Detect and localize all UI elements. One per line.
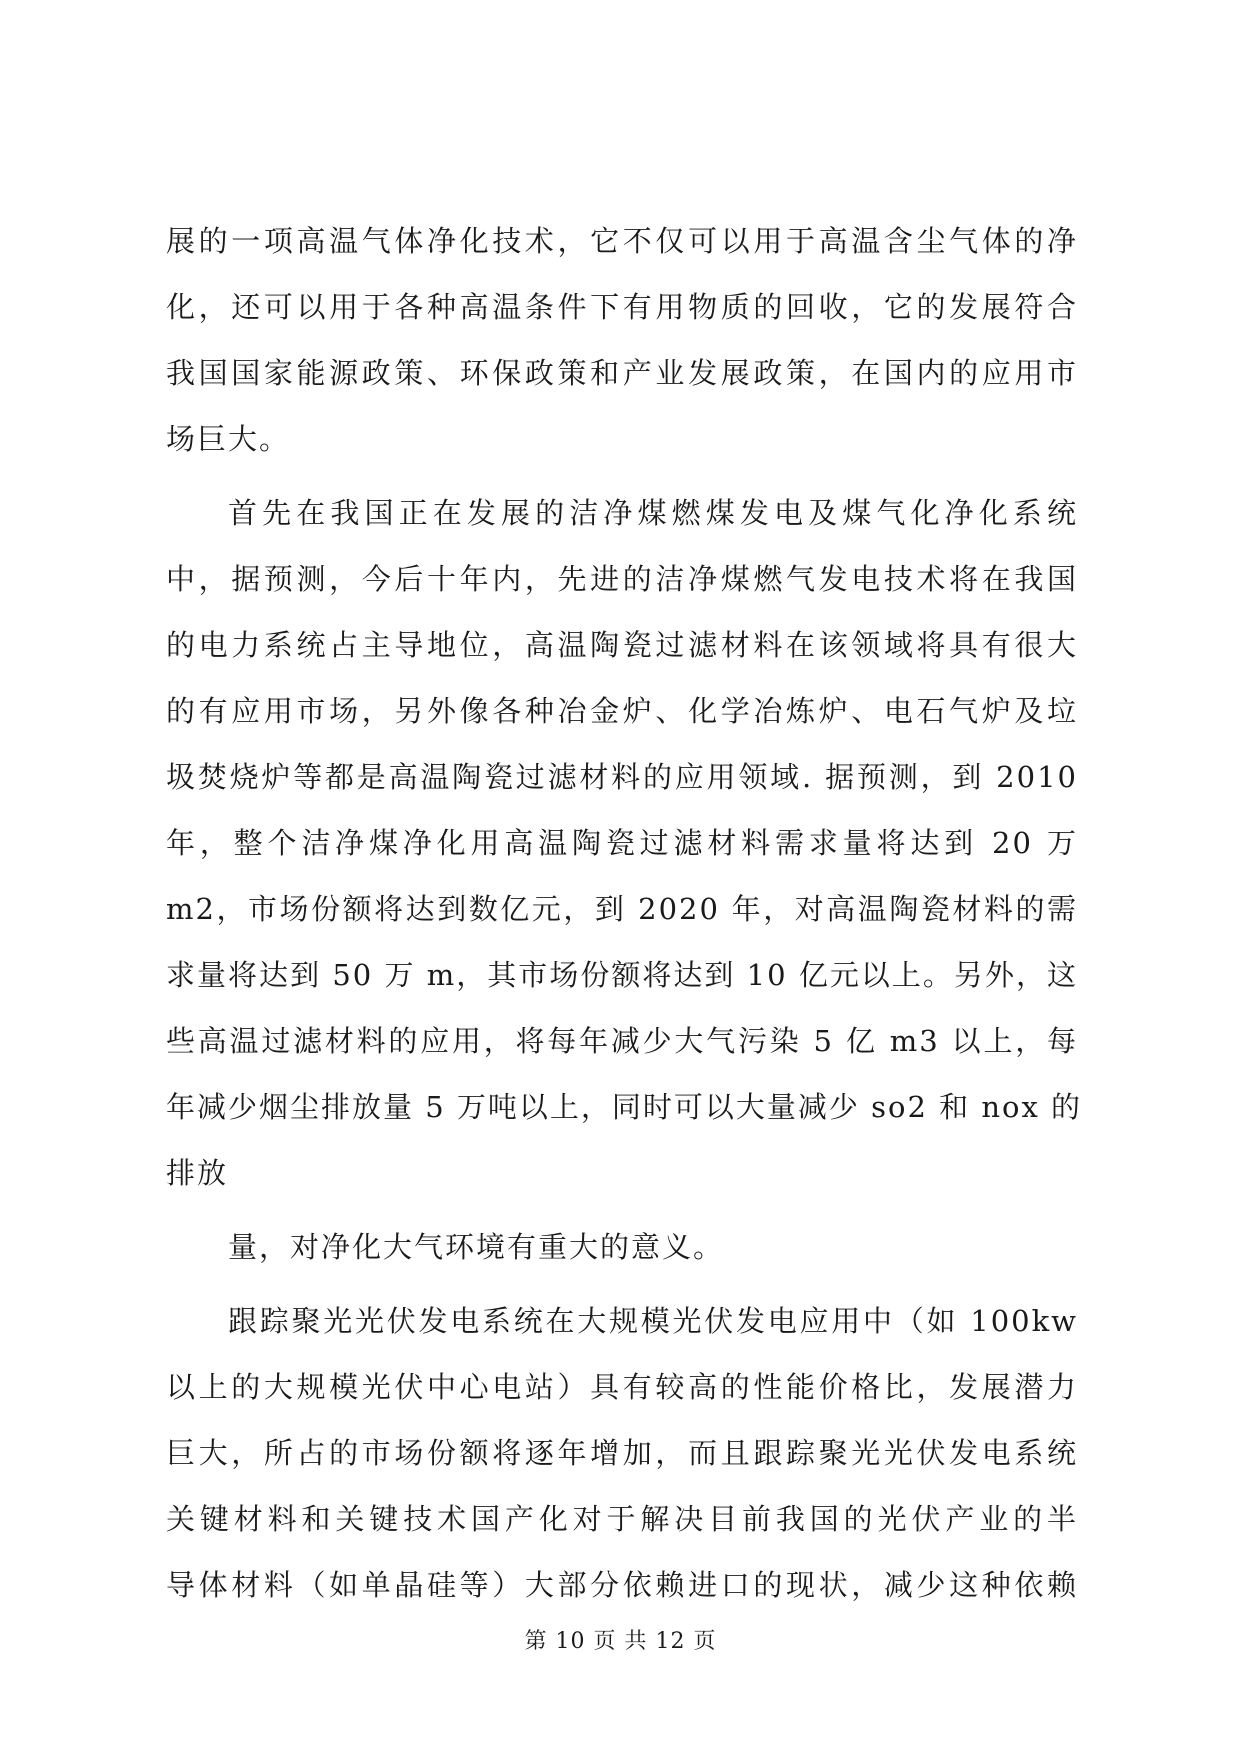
text-line: 的有应用市场，另外像各种冶金炉、化学冶炼炉、电石气炉及垃	[166, 694, 1078, 728]
page-number: 第 10 页 共 12 页	[524, 1629, 717, 1654]
text-line: 我国国家能源政策、环保政策和产业发展政策，在国内的应用市	[166, 356, 1078, 390]
text-line: 圾焚烧炉等都是高温陶瓷过滤材料的应用领域. 据预测，到 2010	[166, 760, 1078, 794]
text-line: 巨大，所占的市场份额将逐年增加，而且跟踪聚光光伏发电系统	[166, 1436, 1078, 1470]
text-line: 关键材料和关键技术国产化对于解决目前我国的光伏产业的半	[166, 1502, 1078, 1536]
text-line: 场巨大。	[166, 422, 291, 456]
text-line: m2，市场份额将达到数亿元，到 2020 年，对高温陶瓷材料的需	[166, 892, 1078, 926]
paragraph	[166, 480, 1083, 1206]
text-line: 以上的大规模光伏中心电站）具有较高的性能价格比，发展潜力	[166, 1370, 1078, 1404]
text-line: 展的一项高温气体净化技术，它不仅可以用于高温含尘气体的净	[166, 224, 1078, 258]
text-line: 年，整个洁净煤净化用高温陶瓷过滤材料需求量将达到 20 万	[166, 826, 1078, 860]
text-line: 跟踪聚光光伏发电系统在大规模光伏发电应用中（如 100kw	[228, 1304, 1078, 1338]
text-line: 化，还可以用于各种高温条件下有用物质的回收，它的发展符合	[166, 290, 1078, 324]
paragraph	[166, 1214, 1078, 1280]
paragraph	[166, 208, 1078, 472]
text-line: 些高温过滤材料的应用，将每年减少大气污染 5 亿 m3 以上，每	[166, 1024, 1078, 1058]
text-line: 年减少烟尘排放量 5 万吨以上，同时可以大量减少 so2 和 nox 的	[166, 1090, 1083, 1124]
text-line: 的电力系统占主导地位，高温陶瓷过滤材料在该领域将具有很大	[166, 628, 1078, 662]
text-line: 导体材料（如单晶硅等）大部分依赖进口的现状，减少这种依赖	[166, 1568, 1078, 1602]
text-line: 求量将达到 50 万 m，其市场份额将达到 10 亿元以上。另外，这	[166, 958, 1078, 992]
body-text	[166, 208, 1083, 1618]
text-line: 中，据预测，今后十年内，先进的洁净煤燃气发电技术将在我国	[166, 562, 1078, 596]
paragraph	[166, 1288, 1078, 1618]
text-line: 排放	[166, 1156, 229, 1190]
text-line: 量，对净化大气环境有重大的意义。	[228, 1230, 725, 1264]
text-line: 首先在我国正在发展的洁净煤燃煤发电及煤气化净化系统	[228, 496, 1078, 530]
